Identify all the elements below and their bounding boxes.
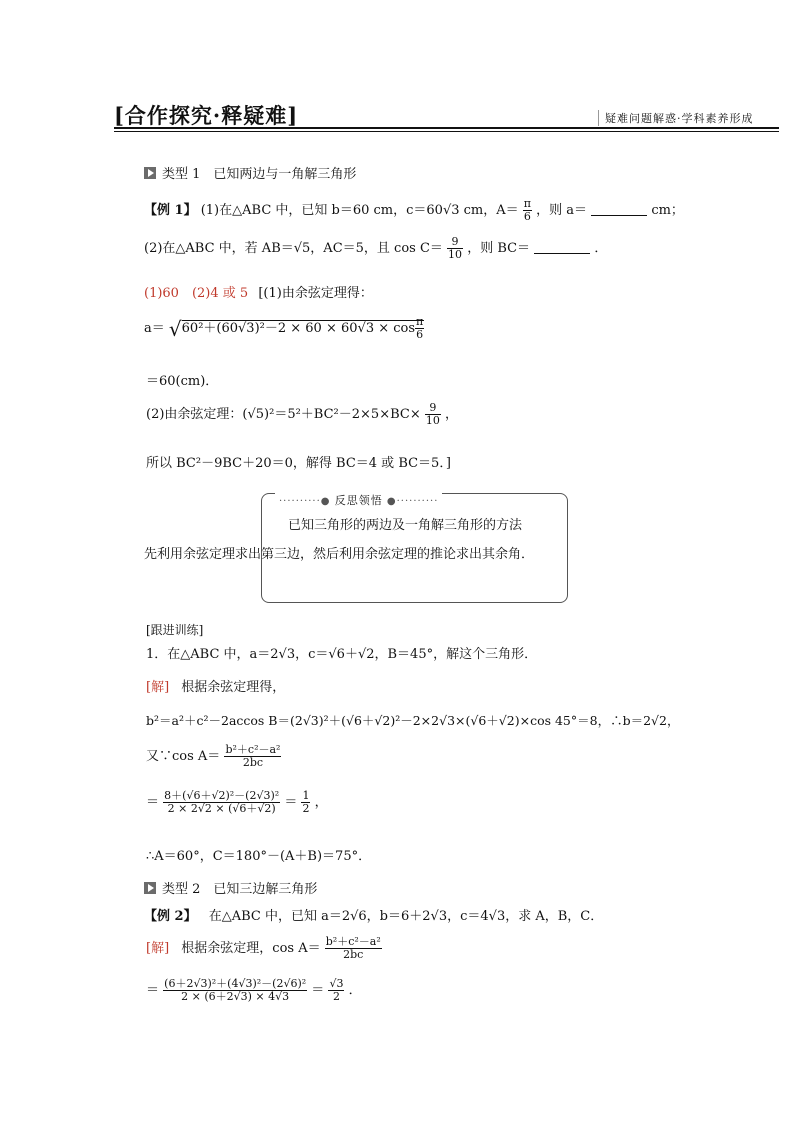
fraction: $\frac{9}{10}$ (448, 235, 463, 261)
solution1-part2 (146, 402, 458, 427)
training-line4: ∴A＝60°，C＝180°－(A＋B)＝75°． (146, 849, 372, 864)
type2-heading-text: 类型 2 已知三边解三角形 (162, 882, 318, 897)
fraction: $\frac{\text{(6＋2√3)²＋(4√3)²－(2√6)²}}{2 \times (6+2√3) \times 4√3}$ (164, 977, 307, 1003)
example2-solution-line2 (146, 978, 362, 1003)
example2-line2-pre: ＝ (146, 983, 160, 998)
training-line3-pre: ＝ (146, 795, 160, 810)
example1-label: 【例 1】 (144, 203, 197, 218)
training-line2-pre: 又∵cos A＝ (146, 749, 221, 764)
type1-heading (144, 163, 356, 182)
answer-blank-2 (534, 241, 590, 254)
example2-solution-line1 (146, 936, 382, 961)
training-problem: 1．在△ABC 中，a＝2√3，c＝√6＋√2，B＝45°，解这个三角形． (146, 647, 538, 662)
fraction: $\frac{\pi}{6}$ (523, 197, 532, 223)
training-line3-eq: ＝ (284, 795, 298, 810)
example1-part1 (144, 198, 684, 223)
training-line3-end: ， (314, 795, 328, 810)
fraction: $\frac{\pi}{6}$ (416, 315, 424, 341)
training-line3 (146, 790, 328, 815)
solution1-intro: [(1)由余弦定理得： (258, 286, 373, 301)
example1-part1-text: (1)在△ABC 中，已知 b＝60 cm，c＝60√3 cm，A＝ (200, 203, 519, 218)
solution1-a-eq: a＝ (144, 321, 165, 336)
example1-part2-text: (2)在△ABC 中，若 AB＝√5，AC＝5，且 cos C＝ (144, 241, 443, 256)
solution1-part2-text: (2)由余弦定理：(√5)²＝5²＋BC²－2×5×BC× (146, 407, 421, 422)
example2 (144, 905, 603, 924)
reflection-tag: ··········● 反思领悟 ●·········· (275, 492, 442, 508)
solution1-sqrt-line (144, 316, 424, 341)
example1-part2-tail: ，则 BC＝ (467, 241, 531, 256)
section-banner: 疑难问题解惑·学科素养形成 (598, 110, 754, 126)
play-triangle-icon (144, 882, 156, 894)
example1-part1-tail: ，则 a＝ (536, 203, 588, 218)
fraction: $\frac{9}{10}$ (425, 401, 440, 427)
example2-label: 【例 2】 (144, 909, 197, 924)
example2-solution-label: [解] (146, 941, 170, 956)
example1-part2 (144, 236, 607, 261)
header-rule (114, 127, 779, 129)
example1-part1-unit: cm； (651, 203, 684, 218)
example2-solution-intro: 根据余弦定理，cos A＝ (181, 941, 321, 956)
example2-line2-eq: ＝ (311, 983, 325, 998)
play-triangle-icon (144, 167, 156, 179)
solution1-part2-end: ， (445, 407, 459, 422)
fraction: $\frac{\text{8＋(√6＋√2)²－(2√3)²}}{2 \times 2√2 \times (√6+√2)}$ (164, 789, 280, 815)
fraction: $\frac{\text{b²＋c²－a²}}{2bc}$ (225, 743, 281, 769)
type2-heading (144, 878, 317, 897)
example1-part2-end: ． (594, 241, 608, 256)
reflection-title: 已知三角形的两边及一角解三角形的方法 (288, 518, 523, 533)
solution1-answer-line (144, 282, 373, 301)
training-solution-intro-text: 根据余弦定理得， (181, 680, 286, 695)
section-title: [合作探究·释疑难] (114, 103, 299, 128)
example2-text: 在△ABC 中，已知 a＝2√6，b＝6＋2√3，c＝4√3，求 A，B，C． (208, 909, 604, 924)
header-rule-thin (114, 131, 779, 132)
solution1-conclusion: 所以 BC²－9BC＋20＝0，解得 BC＝4 或 BC＝5．] (146, 456, 451, 471)
answer-blank-1 (591, 203, 647, 216)
radical-sign: √ (168, 317, 182, 341)
training-line2 (146, 744, 281, 769)
training-label: [跟进训练] (146, 623, 204, 637)
fraction: $\frac{\text{b²＋c²－a²}}{2bc}$ (325, 935, 381, 961)
solution1-radicand: 60²＋(60√3)²－2 × 60 × 60√3 × cos $\frac{\pi}{6}$ (181, 315, 424, 341)
fraction: $\frac{√3}{2}$ (329, 977, 344, 1003)
solution1-result: ＝60(cm)． (146, 374, 219, 389)
training-solution-intro (146, 676, 285, 695)
type1-heading-text: 类型 1 已知两边与一角解三角形 (162, 167, 357, 182)
solution1-answer: (1)60 (2)4 或 5 (144, 286, 249, 301)
fraction: $\frac{1}{2}$ (302, 789, 310, 815)
training-solution-label: [解] (146, 680, 170, 695)
reflection-body: 先利用余弦定理求出第三边，然后利用余弦定理的推论求出其余角． (144, 547, 535, 562)
training-line1: b²＝a²＋c²－2accos B＝(2√3)²＋(√6＋√2)²－2×2√3×(√6＋√2)×cos 45°＝8，∴b＝2√2， (146, 713, 680, 728)
example2-line2-end: ． (348, 983, 362, 998)
